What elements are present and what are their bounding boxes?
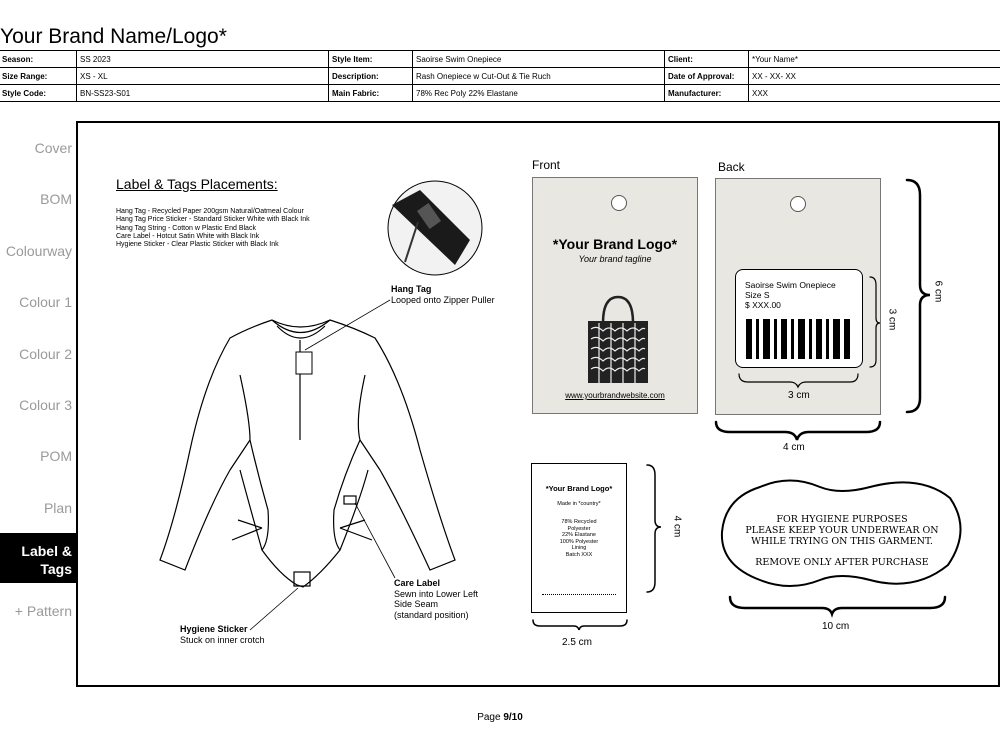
back-label: Back [718,160,745,174]
note-line: Hang Tag Price Sticker - Standard Sticker White with Black Ink [116,216,310,224]
hang-tag-callout [391,284,495,305]
nav-colourway[interactable]: Colourway [5,243,72,259]
page-number: 9/10 [503,712,523,723]
brand-title: Your Brand Name/Logo* [0,25,227,48]
note-line: Hang Tag String - Cotton w Plastic End Black [116,224,256,232]
spec-row [0,68,1000,85]
note-line: Care Label - Hotcut Satin White with Black Ink [116,232,260,240]
sticker-width-brace [739,374,858,387]
spec-key: Description: [329,68,413,85]
care-label-callout [394,578,478,620]
page-prefix: Page [477,712,504,723]
spec-key: Manufacturer: [665,85,749,102]
hygiene-line: PLEASE KEEP YOUR UNDERWEAR ON [745,525,939,536]
note-line: Hygiene Sticker - Clear Plastic Sticker with Black Ink [116,241,279,249]
nav-label-tags[interactable] [0,533,76,583]
care-label-callout-desc: Side Seam [394,599,439,609]
tag-width-dim: 4 cm [783,442,805,453]
tag-height-brace [907,180,930,412]
hygiene-width-dim: 10 cm [822,621,850,632]
bag-illustration-icon [585,293,651,385]
nav-bom[interactable]: BOM [40,191,72,207]
spec-value: XX - XX- XX [749,68,1000,85]
hang-tag-callout-desc: Looped onto Zipper Puller [391,294,495,305]
care-line: 100% Polyester [559,538,599,545]
callout-lines [250,300,395,630]
front-label: Front [532,158,561,172]
spec-key: Size Range: [0,68,77,85]
care-label-callout-title: Care Label [394,578,441,588]
tag-width-brace [716,422,880,440]
sticker-item: Saoirse Swim Onepiece [745,280,836,290]
front-website: www.yourbrandwebsite.com [565,391,665,400]
care-line: 22% Elastane [562,532,596,538]
care-made-in: Made in *country* [557,501,601,507]
tag-hole [611,195,627,211]
spec-value: Saoirse Swim Onepiece [413,51,665,68]
spec-key: Style Code: [0,85,77,102]
note-line: Hang Tag - Recycled Paper 200gsm Natural/Oatmeal Colour [116,208,304,215]
nav-label-tags-line1: Label & [21,543,72,559]
garment-sketch [130,180,530,640]
care-line: Polyester [567,525,591,532]
front-tagline: Your brand tagline [578,254,652,264]
care-label-callout-desc: Sewn into Lower Left [394,588,479,599]
sticker-height-brace [870,277,880,367]
spec-value: 78% Rec Poly 22% Elastane [413,85,665,102]
spec-value: SS 2023 [77,51,329,68]
nav-pom[interactable]: POM [40,448,72,464]
care-line: 78% Recycled [561,519,597,525]
care-label-callout-desc: (standard position) [394,609,469,620]
front-hang-tag [532,177,698,414]
hygiene-line: FOR HYGIENE PURPOSES [776,514,908,525]
sticker-price: $ XXX.00 [745,300,781,310]
spec-value: *Your Name* [749,51,1000,68]
care-height-dim: 4 cm [671,515,683,538]
spec-row [0,85,1000,102]
sticker-height-dim: 3 cm [886,308,898,331]
front-logo: *Your Brand Logo* [552,236,678,252]
spec-key: Main Fabric: [329,85,413,102]
placements-heading: Label & Tags Placements: [116,176,278,192]
hygiene-width-brace [730,597,945,614]
care-line: Lining [571,545,587,551]
spec-row [0,51,1000,68]
sticker-width-dim: 3 cm [788,390,810,401]
spec-value: Rash Onepiece w Cut-Out & Tie Ruch [413,68,665,85]
hygiene-line: WHILE TRYING ON THIS GARMENT. [751,536,933,547]
nav-cover[interactable]: Cover [34,140,72,156]
hygiene-sticker-callout-desc: Stuck on inner crotch [180,634,265,645]
spec-value: XS - XL [77,68,329,85]
spec-value: XXX [749,85,1000,102]
nav-colour-3[interactable]: Colour 3 [19,397,72,413]
spec-key: Style Item: [329,51,413,68]
spec-value: BN-SS23-S01 [77,85,329,102]
hygiene-line: REMOVE ONLY AFTER PURCHASE [755,557,929,568]
hang-tag-mini [296,352,312,374]
page-footer [0,712,1000,723]
spec-table [0,50,1000,102]
hygiene-text [722,514,962,568]
hygiene-sticker-callout-title: Hygiene Sticker [180,624,248,634]
tag-height-dim: 6 cm [932,280,944,303]
zipper-detail-image [388,181,482,275]
care-line: Batch XXX [565,551,593,558]
care-height-brace [647,465,661,592]
care-width-brace [533,620,627,630]
care-width-dim: 2.5 cm [562,637,593,648]
spec-key: Season: [0,51,77,68]
nav-plan[interactable]: Plan [43,500,72,516]
nav-colour-1[interactable]: Colour 1 [19,294,72,310]
hang-tag-callout-title: Hang Tag [391,284,432,294]
sticker-size: Size S [745,290,770,300]
nav-pattern[interactable]: + Pattern [14,603,72,619]
care-logo: *Your Brand Logo* [545,484,613,493]
spec-key: Client: [665,51,749,68]
tag-dimension-braces [700,170,960,460]
nav-label-tags-line2: Tags [40,561,72,577]
spec-key: Date of Approval: [665,68,749,85]
hygiene-sticker-callout [180,624,265,645]
nav-colour-2[interactable]: Colour 2 [19,346,72,362]
care-dimension-braces [525,455,695,635]
